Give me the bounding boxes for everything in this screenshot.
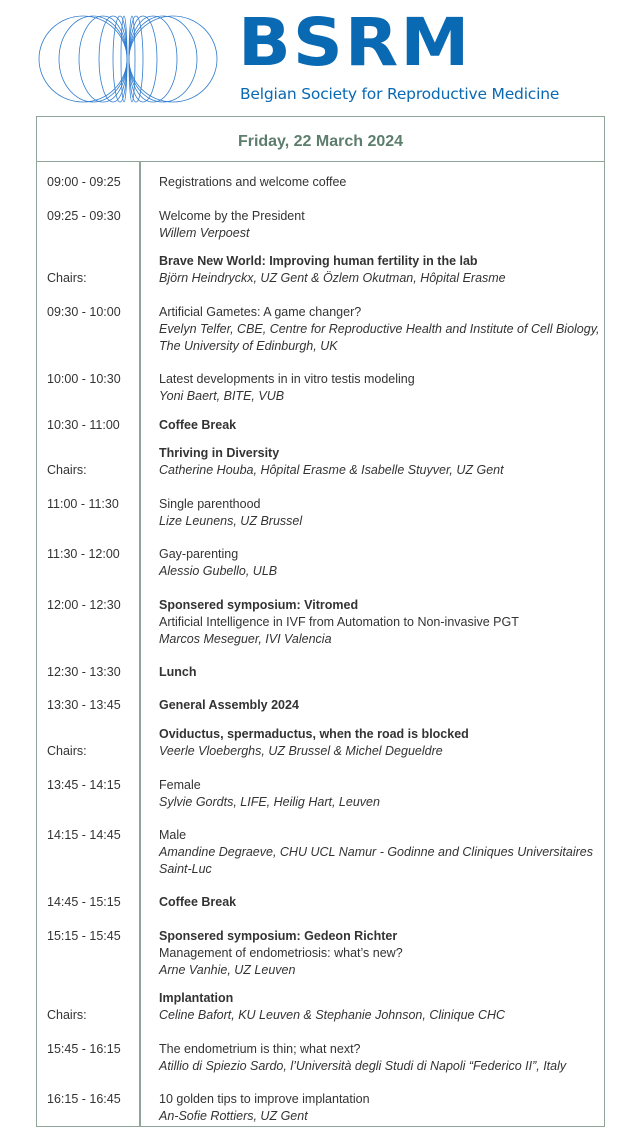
session-heading: Lunch <box>159 665 197 679</box>
chairs-label: Chairs: <box>47 463 87 477</box>
session-details <box>159 928 596 979</box>
session-details <box>159 990 596 1024</box>
schedule-table <box>36 116 605 1127</box>
time-slot: 16:15 - 16:45 <box>47 1092 121 1106</box>
time-slot: 12:30 - 13:30 <box>47 665 121 679</box>
time-slot: 11:00 - 11:30 <box>47 497 119 511</box>
chairs-label: Chairs: <box>47 271 87 285</box>
session-heading: Brave New World: Improving human fertility in the lab <box>159 254 478 268</box>
session-details <box>159 597 596 648</box>
time-slot: 11:30 - 12:00 <box>47 547 120 561</box>
session-details <box>159 827 596 878</box>
session-heading: Sponsered symposium: Vitromed <box>159 598 359 612</box>
session-title: Registrations and welcome coffee <box>159 175 347 189</box>
speaker-line: Arne Vanhie, UZ Leuven <box>159 963 296 977</box>
time-slot: 12:00 - 12:30 <box>47 598 121 612</box>
time-slot: 09:30 - 10:00 <box>47 305 121 319</box>
session-details <box>159 894 596 911</box>
session-details <box>159 777 596 811</box>
session-title: Gay-parenting <box>159 547 239 561</box>
session-details <box>159 1041 596 1075</box>
session-heading: Oviductus, spermaductus, when the road is blocked <box>159 727 469 741</box>
session-details <box>159 726 596 760</box>
session-heading: Coffee Break <box>159 418 237 432</box>
speaker-line: Evelyn Telfer, CBE, Centre for Reproductive Health and Institute of Cell Biology, <box>159 322 600 336</box>
time-slot: 14:15 - 14:45 <box>47 828 121 842</box>
session-details <box>159 208 596 242</box>
time-slot: 14:45 - 15:15 <box>47 895 121 909</box>
speaker-line: Catherine Houba, Hôpital Erasme & Isabelle Stuyver, UZ Gent <box>159 463 504 477</box>
session-details <box>159 304 600 355</box>
speaker-line: Veerle Vloeberghs, UZ Brussel & Michel Degueldre <box>159 744 443 758</box>
session-title: Management of endometriosis: what’s new? <box>159 946 403 960</box>
session-details <box>159 664 596 681</box>
session-details <box>159 174 596 191</box>
speaker-line: Marcos Meseguer, IVI Valencia <box>159 632 332 646</box>
session-title: 10 golden tips to improve implantation <box>159 1092 370 1106</box>
time-slot: 09:00 - 09:25 <box>47 175 121 189</box>
speaker-line: An-Sofie Rottiers, UZ Gent <box>159 1109 308 1123</box>
column-divider <box>139 161 141 1126</box>
session-heading: Implantation <box>159 991 234 1005</box>
speaker-line: Yoni Baert, BITE, VUB <box>159 389 285 403</box>
speaker-line: Alessio Gubello, ULB <box>159 564 278 578</box>
time-slot: 13:30 - 13:45 <box>47 698 121 712</box>
speaker-line: Björn Heindryckx, UZ Gent & Özlem Okutman, Hôpital Erasme <box>159 271 506 285</box>
time-slot: 15:15 - 15:45 <box>47 929 121 943</box>
session-details <box>159 417 596 434</box>
brand-logo-text: BSRM <box>238 4 472 81</box>
session-title: The endometrium is thin; what next? <box>159 1042 361 1056</box>
bsrm-logo-rings-icon <box>38 14 218 104</box>
session-title: Artificial Gametes: A game changer? <box>159 305 362 319</box>
speaker-line: Amandine Degraeve, CHU UCL Namur - Godinne and Cliniques Universitaires <box>159 845 593 859</box>
session-heading: Coffee Break <box>159 895 237 909</box>
session-details <box>159 1091 596 1125</box>
speaker-line: Sylvie Gordts, LIFE, Heilig Hart, Leuven <box>159 795 380 809</box>
speaker-line: Saint-Luc <box>159 862 212 876</box>
session-title: Artificial Intelligence in IVF from Automation to Non-invasive PGT <box>159 615 519 629</box>
time-slot: 13:45 - 14:15 <box>47 778 121 792</box>
session-details <box>159 546 596 580</box>
session-details <box>159 445 596 479</box>
session-title: Male <box>159 828 187 842</box>
session-heading: Thriving in Diversity <box>159 446 280 460</box>
session-title: Female <box>159 778 201 792</box>
session-title: Welcome by the President <box>159 209 305 223</box>
session-details <box>159 697 596 714</box>
chairs-label: Chairs: <box>47 1008 87 1022</box>
session-details <box>159 371 596 405</box>
day-header: Friday, 22 March 2024 <box>37 117 604 162</box>
time-slot: 09:25 - 09:30 <box>47 209 121 223</box>
speaker-line: The University of Edinburgh, UK <box>159 339 338 353</box>
speaker-line: Celine Bafort, KU Leuven & Stephanie Johnson, Clinique CHC <box>159 1008 506 1022</box>
session-heading: Sponsered symposium: Gedeon Richter <box>159 929 398 943</box>
time-slot: 15:45 - 16:15 <box>47 1042 121 1056</box>
session-details <box>159 253 596 287</box>
time-slot: 10:00 - 10:30 <box>47 372 121 386</box>
session-details <box>159 496 596 530</box>
chairs-label: Chairs: <box>47 744 87 758</box>
time-slot: 10:30 - 11:00 <box>47 418 120 432</box>
speaker-line: Lize Leunens, UZ Brussel <box>159 514 303 528</box>
session-heading: General Assembly 2024 <box>159 698 299 712</box>
session-title: Single parenthood <box>159 497 261 511</box>
session-title: Latest developments in in vitro testis modeling <box>159 372 415 386</box>
brand-subtitle: Belgian Society for Reproductive Medicine <box>240 85 560 103</box>
speaker-line: Willem Verpoest <box>159 226 250 240</box>
speaker-line: Atillio di Spiezio Sardo, l’Università degli Studi di Napoli “Federico II”, Italy <box>159 1059 567 1073</box>
